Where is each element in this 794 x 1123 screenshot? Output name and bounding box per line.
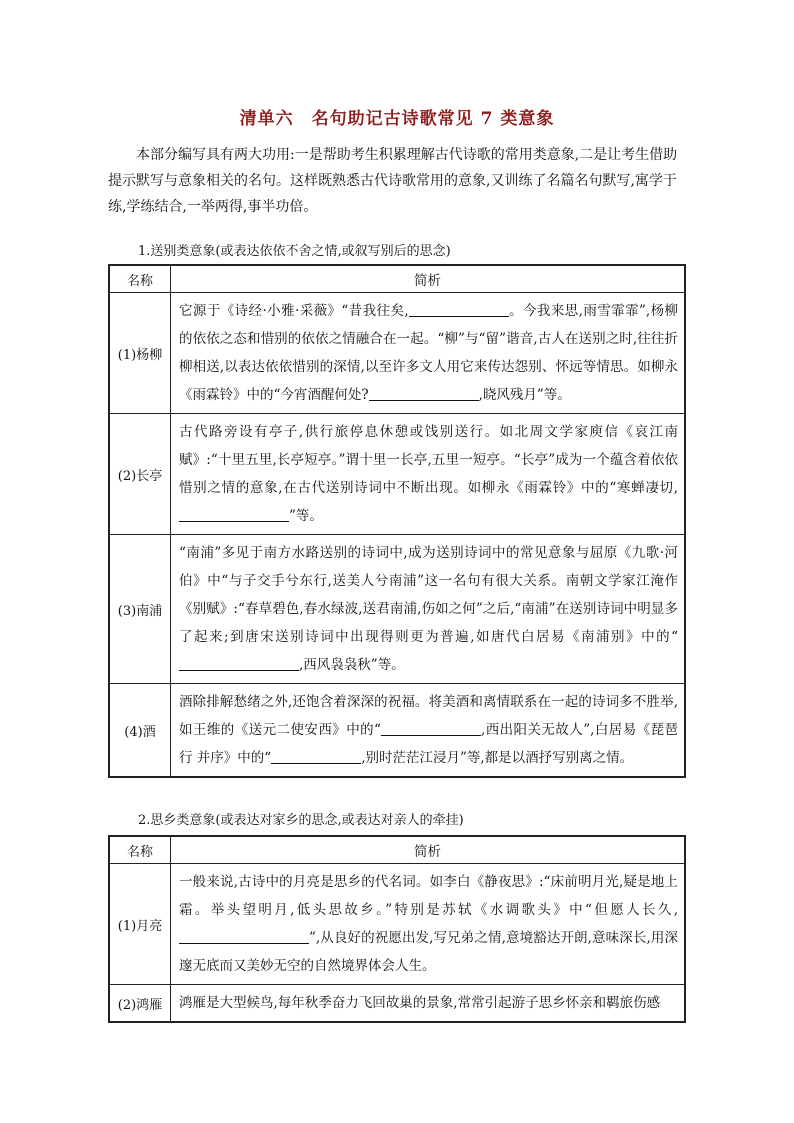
row-desc [171,985,686,1023]
desc-text: ”,从良好的祝愿出发,写兄弟之情,意境豁达开朗,意味深长,用深邃无底而又美妙无空的自然境界体会人生。 [179,930,678,974]
row-name: (1)月亮 [109,864,171,985]
fill-blank[interactable] [179,929,309,944]
table-header-row [109,265,685,293]
header-name: 名称 [109,836,171,864]
desc-text: 古代路旁设有亭子,供行旅停息休憩或饯别送行。如北周文学家庾信《哀江南赋》:“十里五里,长亭短亭。”谓十里一长亭,五里一短亭。“长亭”成为一个蕴含着依依惜别之情的意象,在古代送别诗词中不断出现。如柳永《雨霖铃》中的“寒蝉凄切, [179,424,678,496]
row-desc [171,293,686,414]
fill-blank[interactable] [179,507,289,522]
fill-blank[interactable] [179,656,299,671]
row-name: (3)南浦 [109,535,171,684]
table-header-row [109,836,685,864]
fill-blank[interactable] [271,749,361,764]
section-heading-2: 2.思乡类意象(或表达对家乡的思念,或表达对亲人的牵挂) [138,813,464,828]
desc-text: ,西风袅袅秋”等。 [299,657,405,673]
table-row [109,293,685,414]
desc-text: 它源于《诗经·小雅·采薇》“昔我往矣, [179,303,409,319]
desc-text: ,晓风残月”等。 [478,387,571,403]
desc-text: ,西出阳关无故人”,白居易《琵琶行 并序》中的“ [179,722,679,766]
header-desc: 简析 [171,836,686,864]
row-desc [171,684,686,778]
row-name: (2)长亭 [109,414,171,535]
intro-paragraph: 本部分编写具有两大功用:一是帮助考生积累理解古代诗歌的常用类意象,二是让考生借助提示默写与意象相关的名句。这样既熟悉古代诗歌常用的意象,又训练了名篇名句默写,寓学于练,学练结合,一举两得,事半功倍。 [108,147,678,215]
table-row [109,414,685,535]
row-desc [171,414,686,535]
desc-text: 酒除排解愁绪之外,还饱含着深深的祝福。将美酒和离情联系在一起的诗词多不胜举,如王维的《送元二使安西》中的“ [179,694,678,738]
fill-blank[interactable] [409,302,509,317]
row-desc [171,864,686,985]
table-row [109,864,685,985]
row-name: (1)杨柳 [109,293,171,414]
table-row [109,985,685,1023]
table-row [109,535,685,684]
fill-blank[interactable] [369,386,479,401]
section-heading-1: 1.送别类意象(或表达依依不舍之情,或叙写别后的思念) [138,244,451,259]
fill-blank[interactable] [381,721,481,736]
page-title: 清单六 名句助记古诗歌常见 7 类意象 [239,109,555,129]
table-row [109,684,685,778]
desc-text: ”等。 [289,508,323,524]
header-desc: 简析 [171,265,686,293]
desc-text: 。今我来思,雨雪霏霏”,杨柳的依依之态和惜别的依依之情融合在一起。“柳”与“留”谐音,古人在送别之时,往往折柳相送,以表达依依惜别的深情,以至许多文人用它来传达怨别、怀远等情思。如柳永《雨霖铃》中的“今宵酒醒何处? [179,303,678,403]
row-name: (2)鸿雁 [109,985,171,1023]
row-desc [171,535,686,684]
table-homesick-imagery [108,835,686,1023]
header-name: 名称 [109,265,171,293]
desc-text: ,别时茫茫江浸月”等,都是以酒抒写别离之情。 [361,750,634,766]
table-farewell-imagery [108,264,686,778]
desc-text: “南浦”多见于南方水路送别的诗词中,成为送别诗词中的常见意象与屈原《九歌·河伯》中“与子交手兮东行,送美人兮南浦”这一名句有很大关系。南朝文学家江淹作《别赋》:“春草碧色,春水绿波,送君南浦,伤如之何”之后,“南浦”在送别诗词中明显多了起来;到唐宋送别诗词中出现得则更为普遍,如唐代白居易《南浦别》中的“ [179,545,678,645]
desc-text: 鸿雁是大型候鸟,每年秋季奋力飞回故巢的景象,常常引起游子思乡怀亲和羁旅伤感 [179,995,661,1011]
row-name: (4)酒 [109,684,171,778]
desc-text: 一般来说,古诗中的月亮是思乡的代名词。如李白《静夜思》:“床前明月光,疑是地上霜。举头望明月,低头思故乡。”特别是苏轼《水调歌头》中“但愿人长久, [179,874,678,918]
